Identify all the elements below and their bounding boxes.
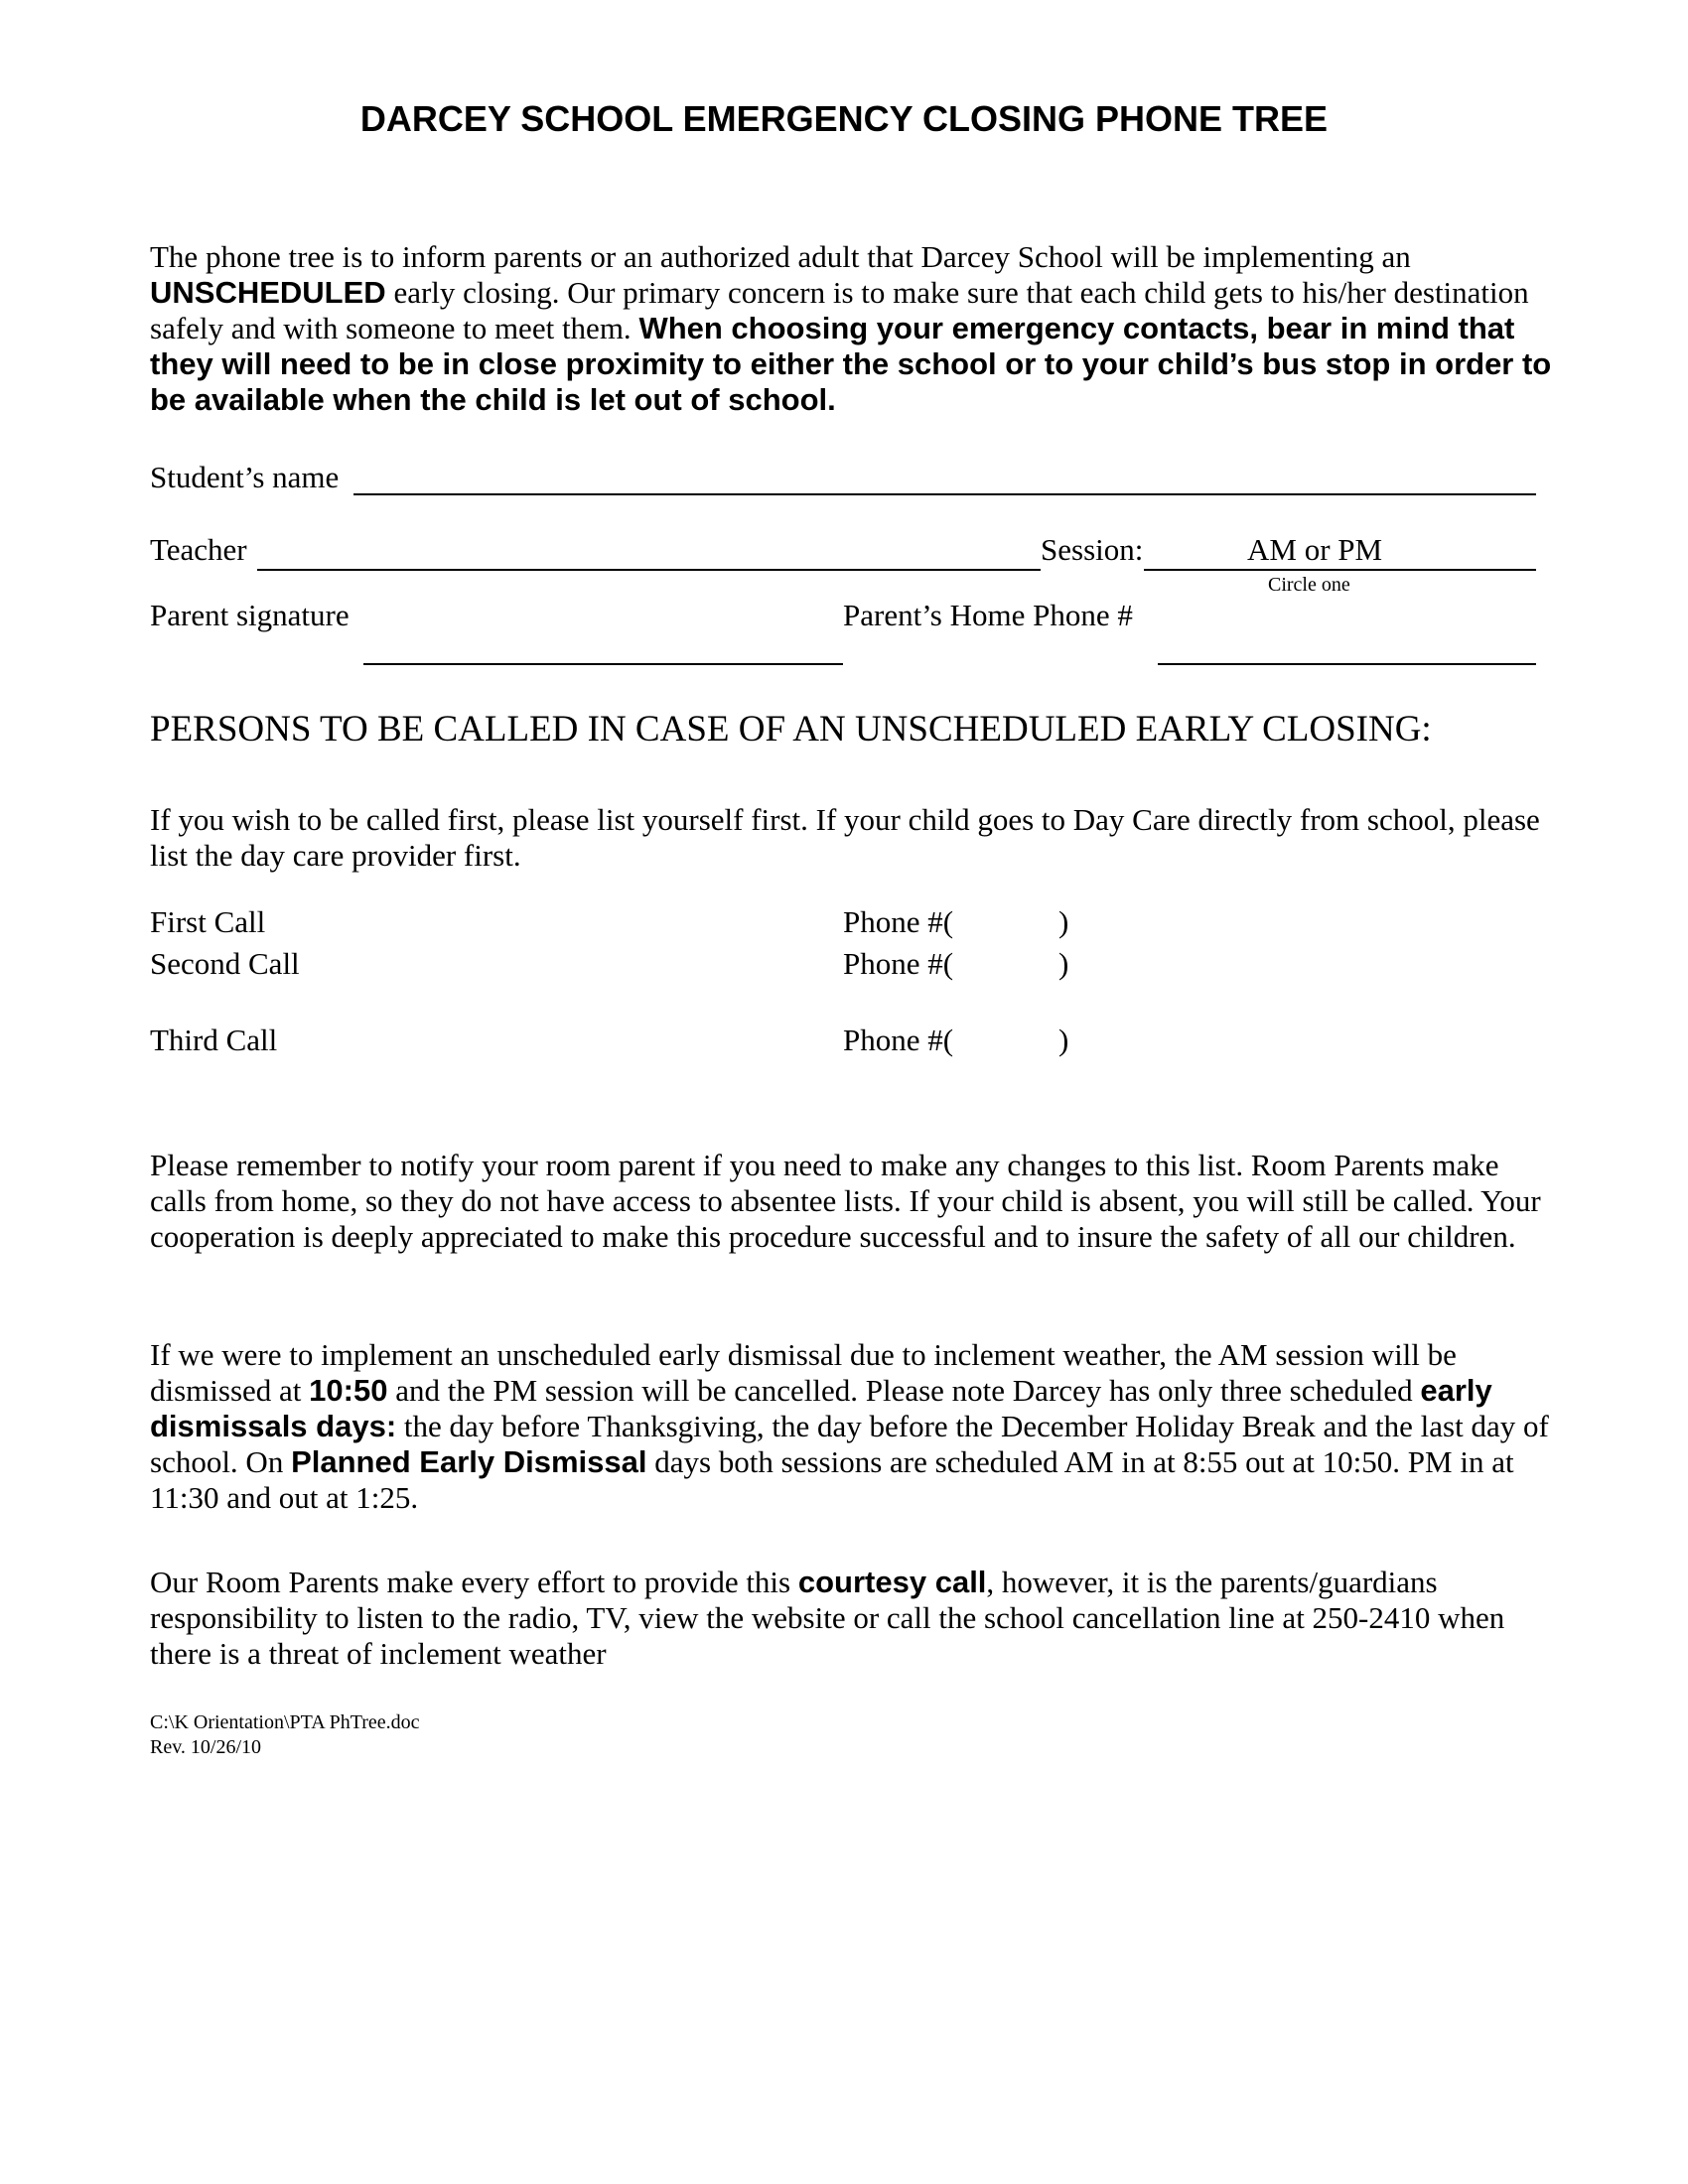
circle-one-note: Circle one xyxy=(1268,574,1350,596)
dismissal-text-3: the day before Thanksgiving, the day before the December Holiday Break and the last day of school. On xyxy=(150,1409,1549,1479)
dismissal-paragraph xyxy=(150,1337,1560,1516)
student-name-field[interactable] xyxy=(353,493,1536,495)
student-name-label: Student’s name xyxy=(150,460,340,494)
parent-signature-label: Parent signature xyxy=(150,598,350,632)
first-call-label: First Call xyxy=(150,904,266,939)
home-phone-label: Parent’s Home Phone # xyxy=(843,598,1133,632)
intro-unscheduled: UNSCHEDULED xyxy=(150,275,386,310)
courtesy-text-2: , however, it is the parents/guardians responsibility to listen to the radio, TV, view the website or call the school cancellation line at 250-2410 when there is a threat of inclement weather xyxy=(150,1565,1505,1671)
second-call-phone-label[interactable]: Phone #( xyxy=(843,946,954,981)
third-call-phone-label[interactable]: Phone #( xyxy=(843,1023,954,1057)
home-phone-field[interactable] xyxy=(1158,663,1536,665)
third-call-label: Third Call xyxy=(150,1023,278,1057)
early-dismissal-days: early dismissals days: xyxy=(150,1373,1492,1443)
footer-file-path: C:\K Orientation\PTA PhTree.doc xyxy=(150,1711,420,1733)
reminder-paragraph: Please remember to notify your room parent if you need to make any changes to this list. Room Parents make calls from home, so they do not have access to absentee lists. If your child is absent, you will still be called. Your cooperation is deeply appreciated to make this procedure successful and to insure the safety of all our children. xyxy=(150,1148,1541,1254)
call-order-instructions: If you wish to be called first, please list yourself first. If your child goes to Day Care directly from school, please list the day care provider first. xyxy=(150,802,1540,873)
planned-early-dismissal: Planned Early Dismissal xyxy=(291,1444,647,1479)
teacher-label: Teacher xyxy=(150,532,247,567)
teacher-field[interactable] xyxy=(257,569,1041,571)
footer-revision: Rev. 10/26/10 xyxy=(150,1736,262,1758)
parent-signature-field[interactable] xyxy=(363,663,843,665)
intro-emergency-contacts-note: When choosing your emergency contacts, bear in mind that they will need to be in close proximity to either the school or to your child’s bus stop in order to be available when the child is let out of school. xyxy=(150,311,1552,417)
intro-text-1: The phone tree is to inform parents or an authorized adult that Darcey School will be implementing an xyxy=(150,239,1411,274)
dismissal-text-2: and the PM session will be cancelled. Please note Darcey has only three scheduled xyxy=(387,1373,1421,1408)
third-call-phone-close: ) xyxy=(1058,1023,1069,1057)
persons-to-call-heading: PERSONS TO BE CALLED IN CASE OF AN UNSCHEDULED EARLY CLOSING: xyxy=(150,709,1432,750)
courtesy-text-1: Our Room Parents make every effort to provide this xyxy=(150,1565,798,1599)
dismissal-time: 10:50 xyxy=(309,1373,388,1408)
intro-text-2: early closing. Our primary concern is to make sure that each child gets to his/her destination safely and with someone to meet them. xyxy=(150,275,1529,345)
session-options[interactable]: AM or PM xyxy=(1247,532,1383,567)
second-call-phone-close: ) xyxy=(1058,946,1069,981)
document-title: DARCEY SCHOOL EMERGENCY CLOSING PHONE TREE xyxy=(359,98,1329,139)
session-label: Session: xyxy=(1041,532,1144,567)
first-call-phone-close: ) xyxy=(1058,904,1069,939)
session-field[interactable] xyxy=(1144,569,1536,571)
dismissal-text-1: If we were to implement an unscheduled early dismissal due to inclement weather, the AM session will be dismissed at xyxy=(150,1337,1457,1408)
dismissal-text-4: days both sessions are scheduled AM in at 8:55 out at 10:50. PM in at 11:30 and out at 1:25. xyxy=(150,1444,1514,1515)
first-call-phone-label[interactable]: Phone #( xyxy=(843,904,954,939)
courtesy-paragraph xyxy=(150,1565,1560,1672)
intro-paragraph xyxy=(150,239,1560,418)
courtesy-call: courtesy call xyxy=(797,1565,987,1599)
second-call-label: Second Call xyxy=(150,946,300,981)
